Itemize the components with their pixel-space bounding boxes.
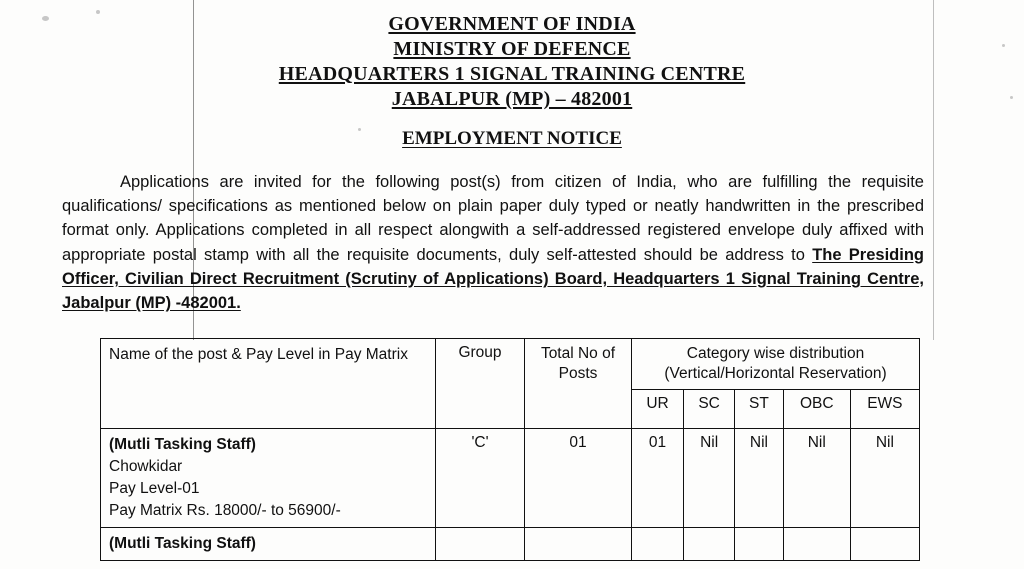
cell-obc: Nil	[783, 429, 850, 528]
post-detail-1: Chowkidar	[109, 458, 183, 475]
cell-ews	[850, 528, 919, 561]
document-header	[0, 12, 1024, 112]
col-header-ur: UR	[632, 390, 684, 429]
table-header-row	[101, 339, 920, 390]
cell-group	[436, 528, 525, 561]
cell-ews: Nil	[850, 429, 919, 528]
col-header-obc: OBC	[783, 390, 850, 429]
table-row	[101, 429, 920, 528]
cell-ur: 01	[632, 429, 684, 528]
intro-paragraph	[62, 170, 924, 315]
col-header-group: Group	[436, 339, 525, 429]
post-title: (Mutli Tasking Staff)	[109, 436, 256, 453]
posts-table	[100, 338, 920, 561]
post-detail-2: Pay Level-01	[109, 480, 200, 497]
header-line-1: GOVERNMENT OF INDIA	[388, 13, 636, 35]
cell-post-name	[101, 528, 436, 561]
cell-post-name	[101, 429, 436, 528]
post-detail-3: Pay Matrix Rs. 18000/- to 56900/-	[109, 502, 341, 519]
col-header-name: Name of the post & Pay Level in Pay Matrix	[101, 339, 436, 429]
cell-group: 'C'	[436, 429, 525, 528]
header-line-2: MINISTRY OF DEFENCE	[393, 38, 631, 60]
paragraph-text: Applications are invited for the following post(s) from citizen of India, who are fulfilling the requisite qualifications/ specifications as mentioned below on plain paper duly typed or neatly handwritten in the prescribed format only. Applications completed in all respect alongwith a self-addressed registered envelope duly affixed with appropriate postal stamp with all the requisite documents, duly self-attested should be address to	[62, 173, 924, 264]
paragraph-address: The Presiding Officer, Civilian Direct Recruitment (Scrutiny of Applications) Board, Headquarters 1 Signal Training Centre, Jabalpur (MP) -482001.	[62, 245, 924, 313]
cell-st	[735, 528, 784, 561]
cell-sc	[684, 528, 735, 561]
header-line-3: HEADQUARTERS 1 SIGNAL TRAINING CENTRE	[278, 63, 746, 85]
post-title: (Mutli Tasking Staff)	[109, 535, 256, 552]
col-header-st: ST	[735, 390, 784, 429]
header-line-4: JABALPUR (MP) – 482001	[391, 88, 633, 110]
cell-total	[525, 528, 632, 561]
cell-st: Nil	[735, 429, 784, 528]
col-header-total: Total No of Posts	[525, 339, 632, 429]
cell-ur	[632, 528, 684, 561]
cell-obc	[783, 528, 850, 561]
col-header-ews: EWS	[850, 390, 919, 429]
cell-total: 01	[525, 429, 632, 528]
page-title: EMPLOYMENT NOTICE	[402, 128, 622, 149]
cell-sc: Nil	[684, 429, 735, 528]
table-row	[101, 528, 920, 561]
col-header-category: Category wise distribution (Vertical/Horizontal Reservation)	[632, 339, 920, 390]
col-header-sc: SC	[684, 390, 735, 429]
